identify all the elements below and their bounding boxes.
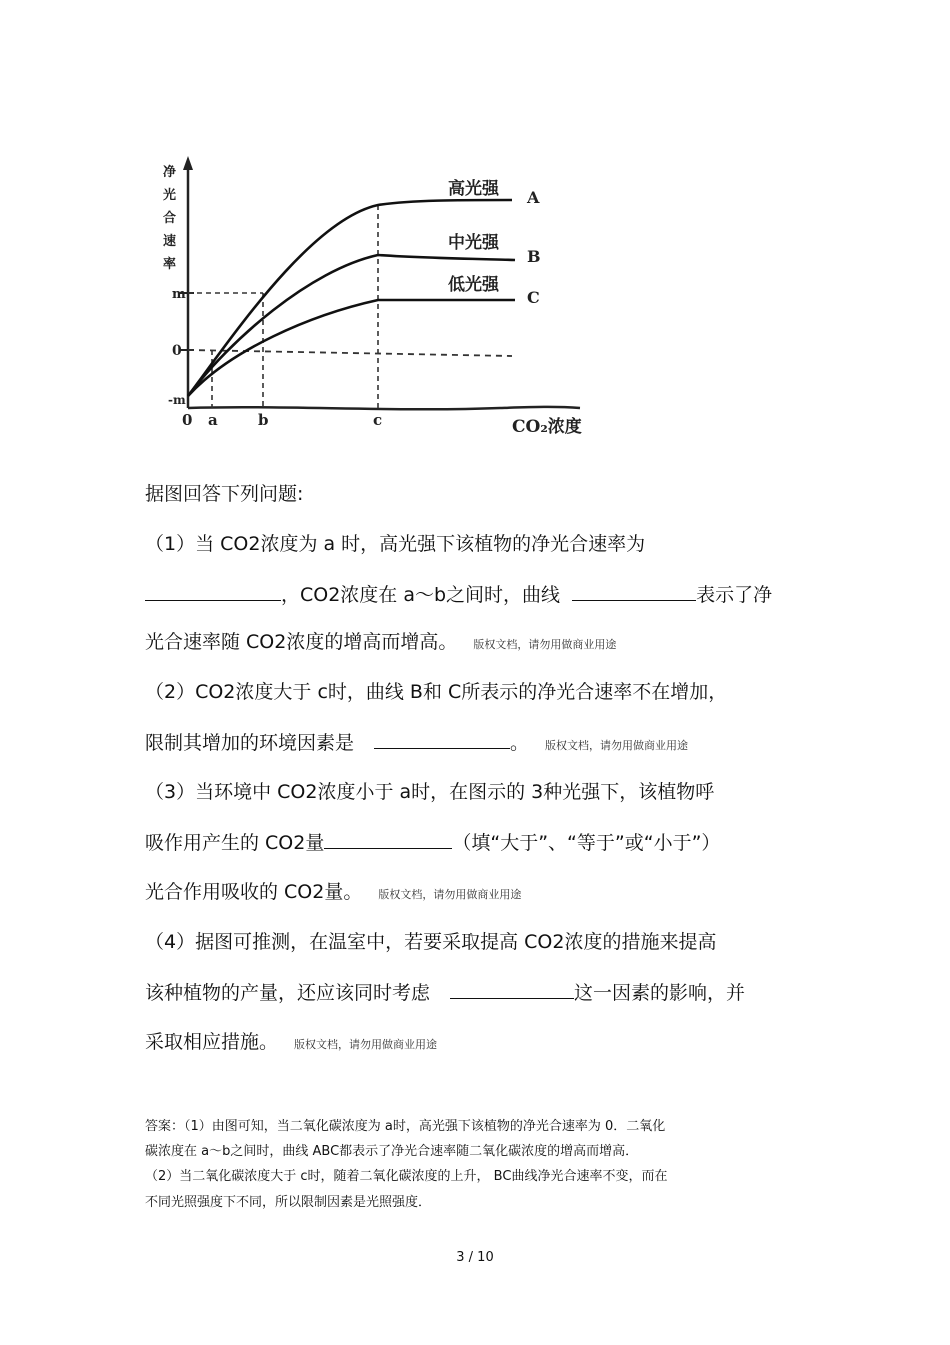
q4-answer-blank[interactable] [450, 980, 574, 999]
photosynthesis-figure [160, 150, 610, 440]
curve-C-light-label: 低光强 [448, 275, 499, 295]
answer-line2: 碳浓度在 a～b之间时，曲线 ABC都表示了净光合速率随二氧化碳浓度的增高而增高． [145, 1144, 639, 1159]
q4-line2-text-b: 这一因素的影响，并 [574, 982, 746, 1004]
q3-line2-text-a: 吸作用产生的 CO2量 [145, 832, 325, 854]
q1-answer-blank-1[interactable] [145, 582, 281, 601]
q1-line2-text-a: ，CO2浓度在 a～b之间时，曲线 [281, 584, 561, 606]
q2-line1: （2）CO2浓度大于 c时，曲线 B和 C所表示的净光合速率不在增加， [145, 681, 728, 703]
q4-line3 [145, 1030, 825, 1057]
q2-line2-end: 。 [510, 732, 530, 754]
x-tick-b: b [258, 411, 269, 429]
q2-line2 [145, 730, 825, 758]
page-number: 3 / 10 [456, 1250, 494, 1265]
y-tick-m-label: m [172, 287, 186, 302]
curve-B-light-label: 中光强 [448, 233, 499, 253]
q1-answer-blank-2[interactable] [572, 582, 696, 601]
q4-line2 [145, 980, 825, 1005]
intro-text: 据图回答下列问题: [145, 483, 304, 505]
answer-line4: 不同光照强度下不同，所以限制因素是光照强度． [145, 1195, 432, 1210]
answer-line1: 答案：（1）由图可知，当二氧化碳浓度为 a时，高光强下该植物的净光合速率为 0．二氧化 [145, 1119, 666, 1134]
x-tick-c: c [373, 411, 383, 429]
q2-answer-blank[interactable] [374, 730, 510, 749]
curve-A-light-label: 高光强 [448, 179, 499, 199]
watermark-note: 版权文档，请勿用做商业用途 [545, 739, 689, 752]
q3-answer-blank[interactable] [324, 830, 452, 849]
x-axis-label: CO₂浓度 [512, 417, 582, 437]
q2-line2-text: 限制其增加的环境因素是 [145, 732, 355, 754]
q1-line2 [145, 582, 825, 607]
watermark-note: 版权文档，请勿用做商业用途 [294, 1038, 438, 1051]
q4-line2-text-a: 该种植物的产量，还应该同时考虑 [145, 982, 431, 1004]
q3-line2 [145, 830, 825, 855]
q1-line3-text: 光合速率随 CO2浓度的增高而增高。 [145, 631, 458, 653]
q1-line1: （1）当 CO2浓度为 a 时，高光强下该植物的净光合速率为 [145, 533, 646, 555]
y-tick-zero-label: 0 [172, 343, 182, 359]
curve-A-id: A [527, 188, 540, 207]
curve-A [188, 200, 512, 396]
curve-C-id: C [527, 288, 540, 307]
watermark-note: 版权文档，请勿用做商业用途 [473, 638, 617, 651]
x-axis [188, 407, 580, 409]
q3-line3 [145, 880, 825, 907]
origin-label: 0 [182, 411, 193, 429]
curve-B-id: B [527, 247, 541, 266]
q4-line3-text: 采取相应措施。 [145, 1031, 279, 1053]
figure-graph [160, 150, 610, 440]
q4-line1: （4）据图可推测，在温室中，若要采取提高 CO2浓度的措施来提高 [145, 931, 717, 953]
y-axis-arrow [183, 156, 193, 170]
y-tick-neg-label: -m [168, 393, 186, 407]
y-axis-label: 净光合速率 [163, 165, 177, 272]
q3-line3-text: 光合作用吸收的 CO2量。 [145, 881, 363, 903]
q1-line2-text-b: 表示了净 [696, 584, 773, 606]
q3-line2-text-b: （填“大于”、“等于”或“小于”） [452, 832, 721, 854]
q3-line1: （3）当环境中 CO2浓度小于 a时，在图示的 3种光强下，该植物呼 [145, 781, 715, 803]
answer-line3: （2）当二氧化碳浓度大于 c时，随着二氧化碳浓度的上升， BC曲线净光合速率不变，而在 [145, 1169, 668, 1184]
watermark-note: 版权文档，请勿用做商业用途 [378, 888, 522, 901]
q1-line3 [145, 630, 825, 657]
x-tick-a: a [208, 411, 218, 429]
curve-C [188, 300, 515, 396]
